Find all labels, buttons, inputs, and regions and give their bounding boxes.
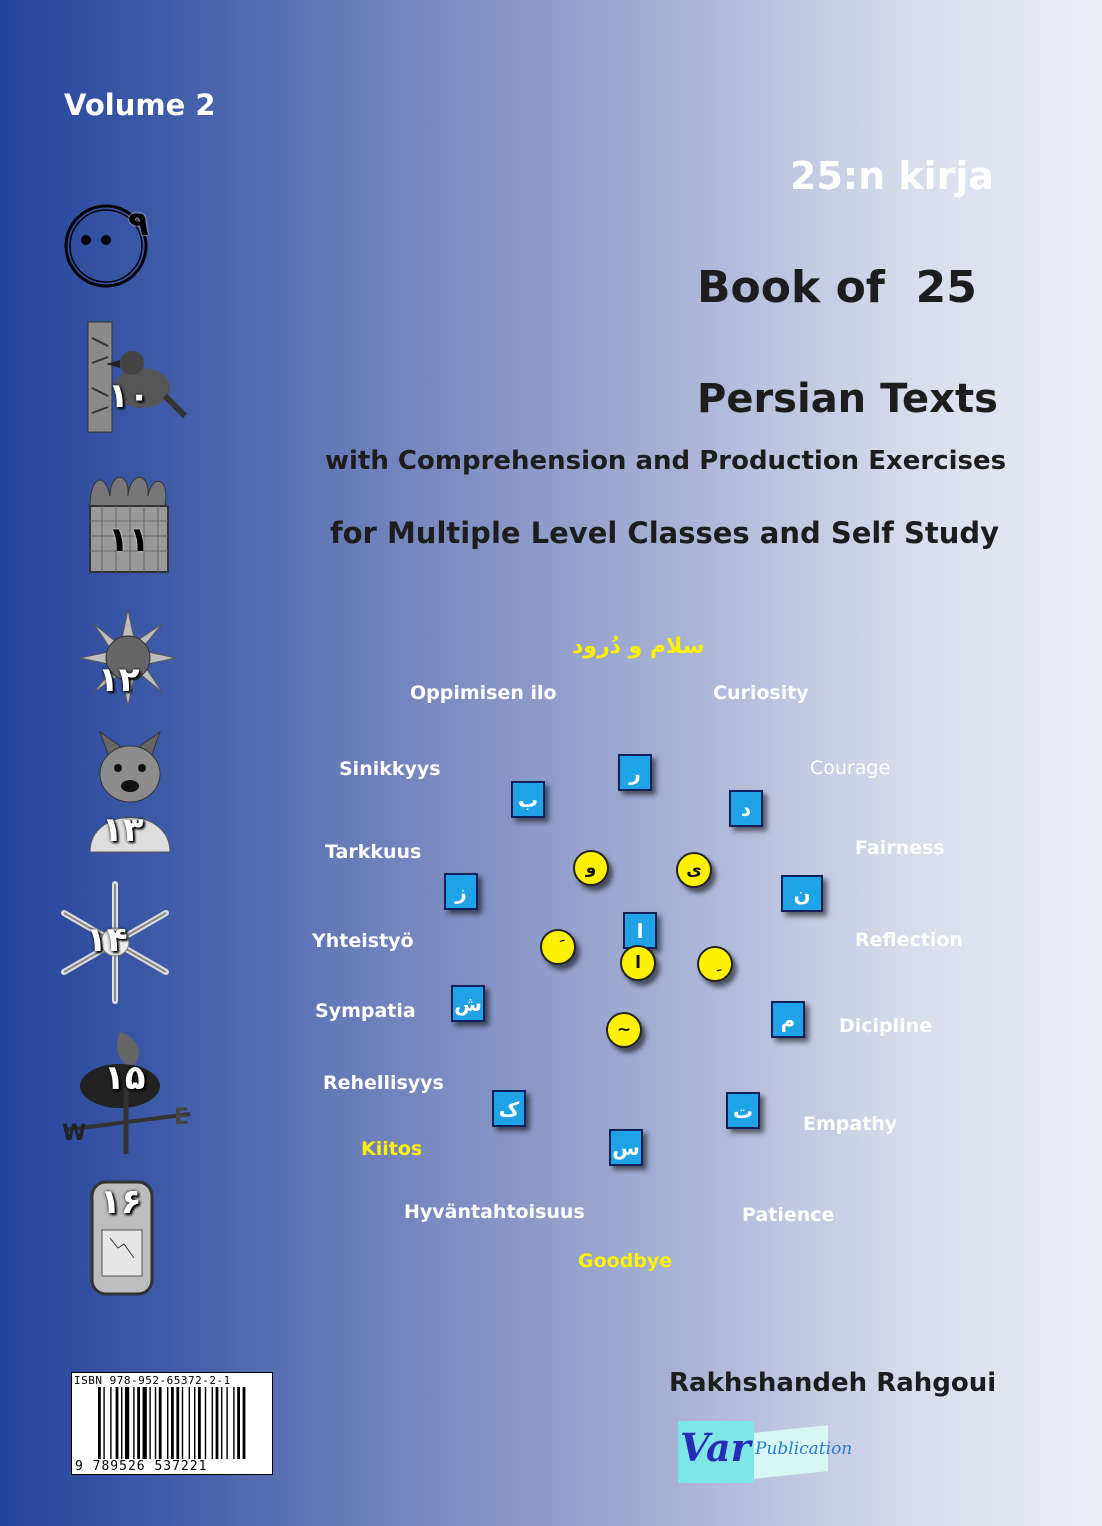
- word-reflection: Reflection: [855, 929, 963, 951]
- letter-tile-z: ز: [444, 873, 478, 910]
- svg-text:E: E: [174, 1105, 190, 1130]
- icon-number-16: ۱۶: [100, 1182, 142, 1222]
- word-patience: Patience: [742, 1204, 835, 1226]
- word-oppimisen-ilo: Oppimisen ilo: [410, 682, 557, 704]
- icon-number-10: ۱۰: [108, 376, 150, 416]
- word-tarkkuus: Tarkkuus: [325, 841, 422, 863]
- vowel-circle-fatha: [540, 929, 576, 965]
- word-goodbye: Goodbye: [578, 1250, 673, 1272]
- letter-tile-d: د: [729, 790, 763, 827]
- letter-tile-n: ن: [781, 875, 823, 912]
- word-dicipline: Dicipline: [839, 1015, 933, 1037]
- word-fairness: Fairness: [855, 837, 945, 859]
- word-curiosity: Curiosity: [713, 682, 809, 704]
- letter-tile-s: س: [609, 1129, 643, 1166]
- vowel-circle-ye: ی: [676, 852, 712, 888]
- word-rehellisyys: Rehellisyys: [323, 1072, 444, 1094]
- letter-tile-alef: ا: [623, 912, 657, 949]
- author-name: Rakhshandeh Rahgoui: [669, 1368, 997, 1398]
- svg-text:W: W: [62, 1121, 87, 1146]
- vowel-circle-alef: ا: [620, 945, 656, 981]
- subtitle-line-2: for Multiple Level Classes and Self Study: [330, 516, 1000, 550]
- word-hyvantahtoisuus: Hyväntahtoisuus: [404, 1201, 585, 1223]
- word-empathy: Empathy: [803, 1113, 898, 1135]
- letter-tile-r: ر: [618, 754, 652, 791]
- subtitle-finnish: 25:n kirja: [790, 154, 995, 198]
- icon-number-13: ۱۳: [102, 810, 144, 850]
- vowel-circle-vav: و: [573, 850, 609, 886]
- icon-number-9: ۹: [128, 204, 149, 244]
- heading: Persian Texts: [697, 376, 998, 422]
- letter-tile-b: ب: [511, 781, 545, 818]
- barcode-digits: 9 789526 537221: [75, 1459, 208, 1474]
- vowel-circle-kasra: [697, 946, 733, 982]
- word-yhteistyo: Yhteistyö: [312, 930, 414, 952]
- letter-tile-sh: ش: [451, 985, 485, 1022]
- word-kiitos: Kiitos: [361, 1138, 423, 1160]
- icon-number-12: ۱۲: [98, 660, 140, 700]
- icon-number-14: ۱۴: [86, 920, 128, 960]
- publisher-publication: Publication: [755, 1439, 853, 1459]
- smiley-icon: [56, 198, 166, 298]
- barcode-bars: [72, 1387, 272, 1459]
- word-courage: Courage: [810, 757, 891, 779]
- book-title: Book of 25: [697, 262, 977, 313]
- volume-label: Volume 2: [64, 88, 216, 122]
- vowel-circle-madd: ~: [606, 1012, 642, 1048]
- icon-number-11: ۱۱: [108, 520, 150, 560]
- isbn-barcode: [71, 1372, 273, 1475]
- publisher-var: Var: [680, 1425, 751, 1470]
- letter-tile-m: م: [771, 1001, 805, 1038]
- word-sympatia: Sympatia: [315, 1000, 416, 1022]
- letter-tile-t: ت: [726, 1092, 760, 1129]
- icon-number-15: ۱۵: [104, 1058, 146, 1098]
- isbn-text: ISBN 978-952-65372-2-1: [74, 1374, 231, 1387]
- publisher-logo: [678, 1421, 853, 1483]
- subtitle-line-1: with Comprehension and Production Exercises: [325, 446, 1007, 476]
- persian-greeting: سلام و دُرود: [572, 634, 705, 659]
- letter-tile-k: ک: [492, 1090, 526, 1127]
- word-sinikkyys: Sinikkyys: [339, 758, 441, 780]
